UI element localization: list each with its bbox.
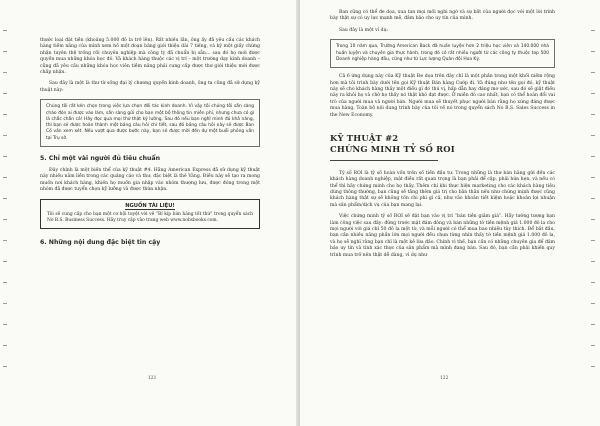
technique-label: KỸ THUẬT #2: [330, 132, 399, 143]
title-rule: [330, 160, 438, 161]
section-heading-5: 5. Chỉ một vài người đủ tiêu chuẩn: [40, 155, 160, 163]
quote-box-left: [40, 99, 260, 147]
right-paragraph-4: Tỷ số ROI là tỷ số hoàn vốn trên số tiền đầu tư. Trong những là thư bán hàng gửi đến các khách hàng doanh nghiệp, mặt điều rất quan trọng là bạn phải để cập, phải hứa hẹn, và nếu có thể thì hãy chứng minh cho họ thấy. Thêm chí khi thực hiện marketing cho các khách hàng tiêu dùng thông thường, bạn cũng sẽ tăng thêm giá trị cho bản thân nếu như chứng minh được cũng khách hàng thật sự sẽ không tốn chi phí gì cả, như vào khoản tiết kiệm hoặc khoản lợi nhuận mà sản phẩm/dịch vụ của bạn mang lại.: [330, 170, 555, 208]
left-paragraph-2: Sau đây là một là thư từ sống đại lý chương quyền kinh doanh, ông ta cũng đã sử dụng kỹ thuật này:: [40, 81, 260, 93]
quote-box-left-text: Chúng tôi rất kén chọn trong việc lựa chọn đối tác kinh doanh. Vì vậy tôi chúng tôi sẵn sàng chào đón ai được vào làm, sẵn sàng gửi cho bạn một bộ thông tin miễn phí, nhưng chưa có gì là chắc chắn cả! Hãy đọc qua mọi thứ thật kỹ lưỡng. Sau đó nếu bạn nghĩ mình đủ khả năng, thì bạn sẽ được hoàn thành một bảng câu hỏi chi tiết, sau đó bảng câu hỏi này sẽ được Ban Cố vấn xem xét. Nếu vượt qua được bước này, bạn sẽ được mời đến dự một buổi phỏng vấn tại Trụ sở.: [46, 104, 254, 141]
quote-box-right-text: Trong 10 năm qua, Trường American Back đã huấn luyện hơn 2 triệu học viên và 140.000 nhà huấn luyện và chuyên gia thực hành, trong đó có rất nhiều người từ các công ty thuộc top 500 Doanh nghiệp hàng đầu, cũng như từ Lực lượng Quân đội Hoa Kỳ.: [336, 44, 549, 62]
right-paragraph-1: Ban cũng có thể đe dọa, xua tan mọi mối nghi ngờ và sự bất của người đọc với một lời trình bày thật sự có uy lực mạnh mẽ, đảm bảo cho uy tín của mình.: [330, 10, 555, 22]
right-paragraph-2: Sau đây là một ví dụ:: [339, 27, 389, 33]
right-paragraph-3: Cả 6 ứng dụng này của Kỹ thuật Đe dọa trên đây chỉ là một phần trong một khối niềm rộng hơn mà tôi trình bày dưới tên gọi Kỹ thuật Bán hàng Cướp đi. Và đúng như tên gọi đó, kỹ thuật này sẽ cho khách hàng thấy một điều gì đó thú vị, hấp dẫn hay đáng mơ ước, sau đó sẽ giật điều này ra khỏi họ và chờ họ thấy nó thật khó đạt được. Ở miền đó cao nhất, bạn có thể hoàn đổi vai trò của người mua và người bán. Người mua sẽ thuyết phục người bán rằng họ xứng đáng được mua hàng. Toàn bộ nội dung trình bày của tôi về nó trong quyển sách No B.S. Sales Success in the New Economy.: [330, 74, 555, 118]
left-edge-ticks: [3, 30, 9, 416]
right-column: [330, 10, 555, 264]
resource-text: Tôi sẽ cung cấp cho bạn một cơ hội tuyệt vời về “Bí kíp bán hàng tốt thứ” trong quyển sách No B.S. Business Success. Hãy truy cập vào trang web www.nobsbooks.com.: [47, 211, 253, 223]
right-page: [300, 0, 600, 426]
left-column: [40, 38, 260, 252]
page-number-left: 121: [148, 376, 157, 381]
resource-box: [40, 199, 260, 229]
quote-box-right: [330, 39, 555, 68]
page-number-right: 122: [440, 376, 449, 381]
right-paragraph-5: Việc chứng minh tỷ số ROI sẽ đặt bạn vào vị trí “bán tiền giảm giá”. Hãy tưởng tượng bạn làm công việc sau đây: đứng trước mặt đám đông và bán những tờ tiền mệnh giá 1.000 đô la cho mọi người với giá chỉ 50 đô la một tờ, và mỗi người có thể mua bao nhiêu tùy thích. Để bắt đầu, bạn cần nhiều năng phần lớn mọi người đều chưa từng nhìn thấy tờ tiền mệnh giá 1.000 đô la, và họ sẽ nghĩ rằng bạn chỉ là một kẻ lừa đảo. Chính vì thế, bạn cần có những chuyên gia để đảm bảo uy tín và tính xác thực của sản phẩm mà mình đang bán. Sau đó, bạn cần phải khiến quy trình mua trở nên thật dễ dàng, vì dụ như: [330, 214, 555, 258]
technique-title: CHỨNG MINH TỶ SỐ ROI: [330, 143, 455, 154]
left-paragraph-3: Đây chính là một biến thể của kỹ thuật #4. Hãng American Express đã sử dụng kỹ thuật này nhiều năm liền trong các quảng cáo và thư, đặc biệt là thẻ Vàng. Điều này sẽ tạo ra mong muốn nơi khách hàng, khiến họ muốn gia nhập vào nhóm thượng lưu, được đóng trong một nhóm đã được tuyển chọn kỹ lưỡng và được thừa nhận.: [40, 168, 260, 193]
right-edge-ticks: [591, 30, 597, 416]
resource-title: NGUỒN TÀI LIỆU!: [125, 202, 175, 209]
section-heading-6: 6. Những nội dung đặc biệt tin cậy: [40, 239, 161, 247]
left-paragraph-1: thước loại đặt tiền (khoảng 5.000 đô la trở lên). Rất nhiều lần, ông ấy đã yêu cầu các khách hàng tiềm năng của mình xem hồ một đoạn băng giới thiệu dài 7 tiếng, và kỷ một giấy chứng nhận tuyên thệ trống rồi chuyên nghiệp mà công ty đã chuẩn bị sẵn… sau đó họ mới được quyền mua những khóa học đó. Và khách hàng thuộc các vị trí – một trường dạy kinh doanh – cũng đã yêu cầu những khóa học viên tiềm năng phải cung cấp được thư giới thiệu mới được chấp nhận.: [40, 38, 260, 76]
